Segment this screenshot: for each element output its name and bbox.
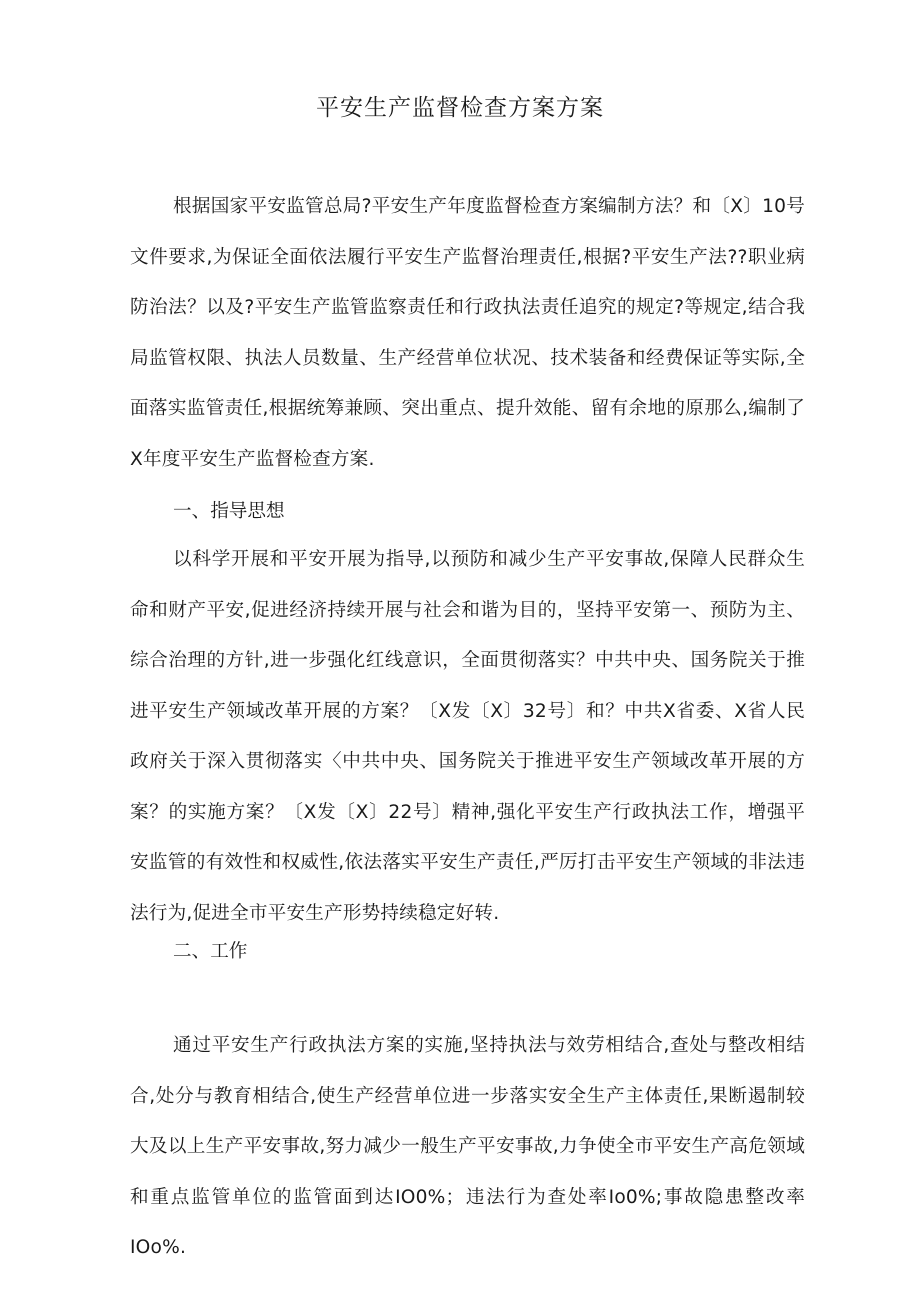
- section-paragraph-work: 通过平安生产行政执法方案的实施,坚持执法与效劳相结合,查处与整改相结合,处分与教育相结合,使生产经营单位进一步落实安全生产主体责任,果断遏制较大及以上生产平安事故,努力减少一般生产平安事故,力争使全市平安生产高危领域和重点监管单位的监管面到达IO0%；违法行为查处率Io0%;事故隐患整改率IOo%.: [130, 1035, 805, 1258]
- section-heading-work: 二、工作: [173, 941, 248, 962]
- section-paragraph-guiding-ideology: 以科学开展和平安开展为指导,以预防和减少生产平安事故,保障人民群众生命和财产平安,促进经济持续开展与社会和谐为目的，坚持平安第一、预防为主、综合治理的方针,进一步强化红线意识，全面贯彻落实？中共中央、国务院关于推进平安生产领域改革开展的方案？〔X发〔X〕32号〕和？中共X省委、X省人民政府关于深入贯彻落实〈中共中央、国务院关于推进平安生产领域改革开展的方案？的实施方案？〔X发〔X〕22号〕精神,强化平安生产行政执法工作，增强平安监管的有效性和权威性,依法落实平安生产责任,严厉打击平安生产领域的非法违法行为,促进全市平安生产形势持续稳定好转.: [130, 549, 805, 924]
- intro-paragraph: 根据国家平安监管总局?平安生产年度监督检查方案编制方法？和〔X〕10号文件要求,为保证全面依法履行平安生产监督治理责任,根据?平安生产法??职业病防治法？以及?平安生产监管监察责任和行政执法责任追究的规定?等规定,结合我局监管权限、执法人员数量、生产经营单位状况、技术装备和经费保证等实际,全面落实监管责任,根据统筹兼顾、突出重点、提升效能、留有余地的原那么,编制了X年度平安生产监督检查方案.: [130, 196, 805, 470]
- document-title: 平安生产监督检查方案方案: [316, 95, 604, 121]
- section-heading-guiding-ideology: 一、指导思想: [173, 501, 285, 522]
